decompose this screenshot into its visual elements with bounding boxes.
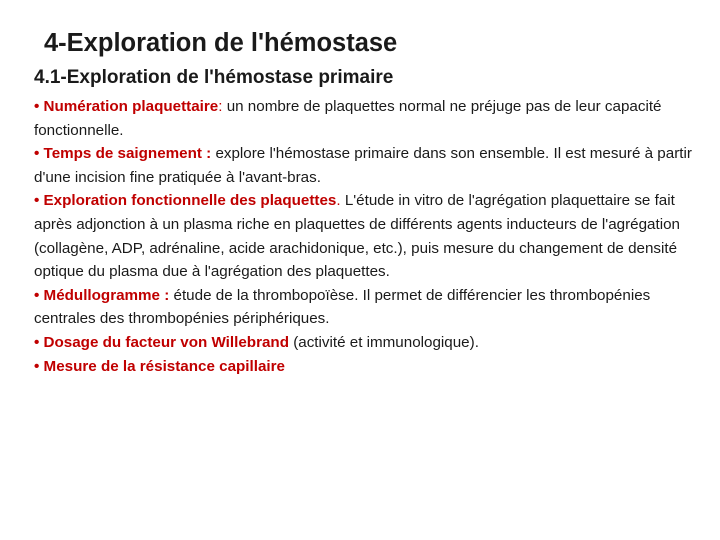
- item-term: Numération plaquettaire: [43, 98, 219, 115]
- item-term: Mesure de la résistance capillaire: [43, 357, 285, 375]
- list-item: [34, 189, 694, 283]
- bullet: •: [34, 286, 44, 304]
- item-separator: .: [336, 192, 341, 210]
- item-term: Dosage du facteur von Willebrand: [43, 333, 289, 351]
- item-separator: :: [160, 286, 170, 304]
- item-text: étude de la thrombopoïèse. Il permet de différencier les thrombopénies centrales des thrombopénies périphériques.: [34, 286, 651, 328]
- item-term: Temps de saignement: [43, 145, 202, 163]
- item-text: L'étude in vitro de l'agrégation plaquettaire se fait après adjonction à un plasma riche en plaquettes de différents agents inducteurs de l'agrégation (collagène, ADP, adrénaline, acide arachidonique, etc.), puis mesure du changement de densité optique du plasma due à l'agrégation des plaquettes.: [34, 192, 680, 281]
- bullet: •: [34, 333, 44, 351]
- bullet: •: [34, 145, 44, 163]
- bullet: •: [34, 192, 44, 210]
- item-text: (activité et immunologique).: [288, 333, 479, 351]
- slide-subtitle: 4.1-Exploration de l'hémostase primaire: [34, 67, 394, 88]
- slide-body: [34, 95, 694, 378]
- list-item: [34, 284, 694, 331]
- list-item: [34, 142, 694, 189]
- list-item: [34, 355, 694, 379]
- item-term: Médullogramme: [43, 286, 161, 304]
- item-term: Exploration fonctionnelle des plaquettes: [43, 192, 337, 210]
- item-text: un nombre de plaquettes normal ne préjuge pas de leur capacité fonctionnelle.: [34, 98, 662, 139]
- item-text: explore l'hémostase primaire dans son ensemble. Il est mesuré à partir d'une incision fine pratiquée à l'avant-bras.: [34, 145, 692, 186]
- slide-title: 4-Exploration de l'hémostase: [44, 29, 398, 57]
- list-item: [34, 331, 694, 355]
- item-separator: :: [218, 98, 223, 115]
- list-item: [34, 95, 694, 142]
- bullet: •: [34, 357, 44, 375]
- item-separator: :: [201, 145, 212, 163]
- bullet: •: [34, 98, 44, 115]
